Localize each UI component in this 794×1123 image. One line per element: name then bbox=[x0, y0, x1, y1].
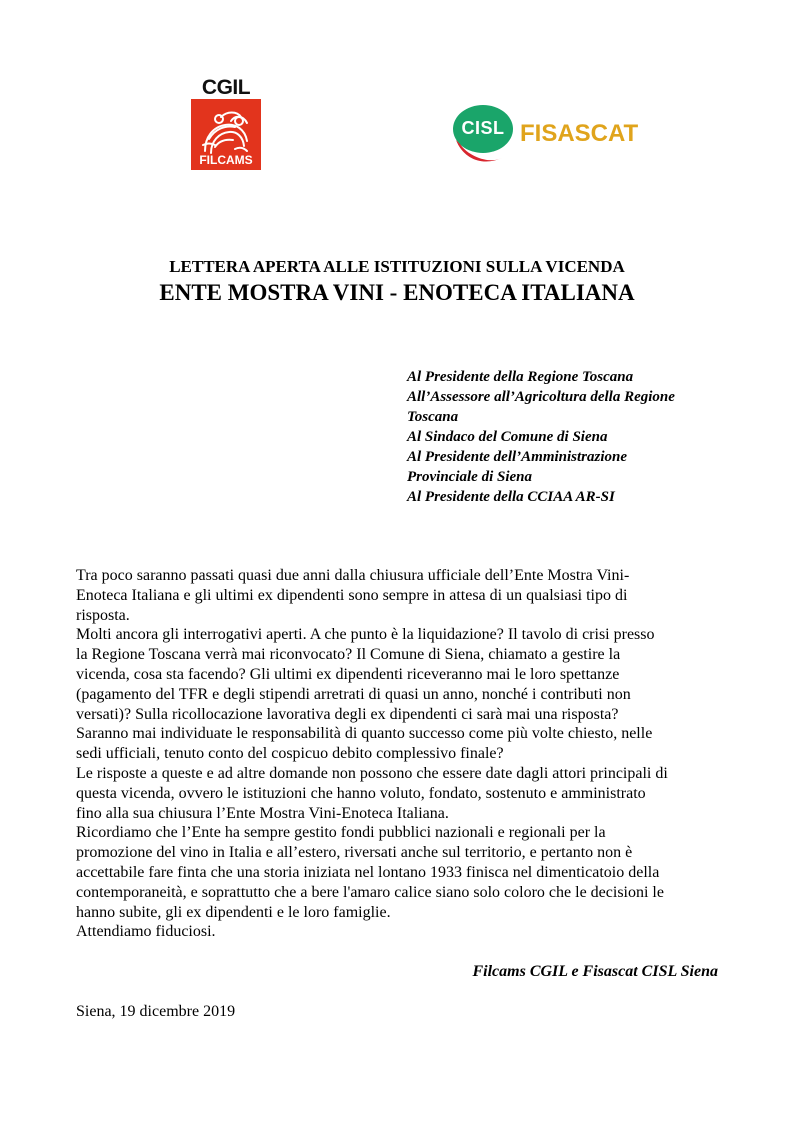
cisl-fisascat-logo bbox=[452, 104, 652, 166]
body-line: Saranno mai individuate le responsabilità di quanto successo come più volte chiesto, nelle bbox=[76, 725, 653, 743]
recipient-line: Provinciale di Siena bbox=[407, 469, 532, 485]
body-line: risposta. bbox=[76, 606, 130, 624]
cgil-filcams-logo bbox=[191, 78, 261, 170]
body-line: hanno subite, gli ex dipendenti e le loro famiglie. bbox=[76, 903, 391, 921]
recipient-line: Al Presidente della CCIAA AR-SI bbox=[407, 489, 615, 505]
signature: Filcams CGIL e Fisascat CISL Siena bbox=[472, 963, 718, 980]
body-line: sedi ufficiali, tenuto conto del cospicuo debito complessivo finale? bbox=[76, 745, 504, 763]
recipient-line: Al Presidente della Regione Toscana bbox=[407, 369, 634, 385]
recipient-line: Al Presidente dell’Amministrazione bbox=[407, 449, 628, 465]
cisl-logo-text: CISL bbox=[461, 118, 505, 138]
recipient-line: Al Sindaco del Comune di Siena bbox=[407, 429, 608, 445]
filcams-logo-text: FILCAMS bbox=[199, 153, 253, 167]
body-line: (pagamento del TFR e degli stipendi arretrati di quasi un anno, nonché i contributi non bbox=[76, 685, 631, 703]
body-line: vicenda, cosa sta facendo? Gli ultimi ex dipendenti riceveranno mai le loro spettanze bbox=[76, 665, 620, 683]
recipient-line: All’Assessore all’Agricoltura della Regione bbox=[407, 389, 675, 405]
letter-date: Siena, 19 dicembre 2019 bbox=[76, 1003, 236, 1020]
recipient-line: Toscana bbox=[407, 409, 459, 425]
body-line: Molti ancora gli interrogativi aperti. A che punto è la liquidazione? Il tavolo di crisi presso bbox=[76, 626, 655, 644]
recipients-block bbox=[407, 367, 727, 507]
letter-title-line2: ENTE MOSTRA VINI - ENOTECA ITALIANA bbox=[159, 280, 635, 305]
body-line: Tra poco saranno passati quasi due anni dalla chiusura ufficiale dell’Ente Mostra Vini- bbox=[76, 567, 630, 584]
body-line: versati)? Sulla ricollocazione lavorativa degli ex dipendenti ci sarà mai una risposta? bbox=[76, 705, 619, 723]
body-line: fino alla sua chiusura l’Ente Mostra Vini-Enoteca Italiana. bbox=[76, 804, 449, 822]
letter-body bbox=[76, 566, 736, 942]
body-line: Enoteca Italiana e gli ultimi ex dipendenti sono sempre in attesa di un qualsiasi tipo di bbox=[76, 586, 628, 604]
body-line: promozione del vino in Italia e all’estero, riversati anche sul territorio, e pertanto non è bbox=[76, 844, 633, 862]
fisascat-logo-text: FISASCAT bbox=[520, 120, 639, 147]
letter-title-line1: LETTERA APERTA ALLE ISTITUZIONI SULLA VICENDA bbox=[169, 257, 625, 276]
cgil-logo-text: CGIL bbox=[201, 76, 251, 99]
body-line: questa vicenda, ovvero le istituzioni che hanno voluto, fondato, sostenuto e amministrato bbox=[76, 784, 646, 802]
body-line: la Regione Toscana verrà mai riconvocato? Il Comune di Siena, chiamato a gestire la bbox=[76, 646, 621, 664]
body-line: contemporaneità, e soprattutto che a bere l'amaro calice siano solo coloro che le decisioni le bbox=[76, 883, 664, 901]
body-line: accettabile fare finta che una storia iniziata nel lontano 1933 finisca nel dimenticatoio della bbox=[76, 863, 660, 881]
body-line: Le risposte a queste e ad altre domande non possono che essere date dagli attori principali di bbox=[76, 764, 668, 782]
body-line: Attendiamo fiduciosi. bbox=[76, 923, 216, 941]
cgil-logo-emblem bbox=[191, 99, 261, 170]
body-line: Ricordiamo che l’Ente ha sempre gestito fondi pubblici nazionali e regionali per la bbox=[76, 824, 606, 842]
